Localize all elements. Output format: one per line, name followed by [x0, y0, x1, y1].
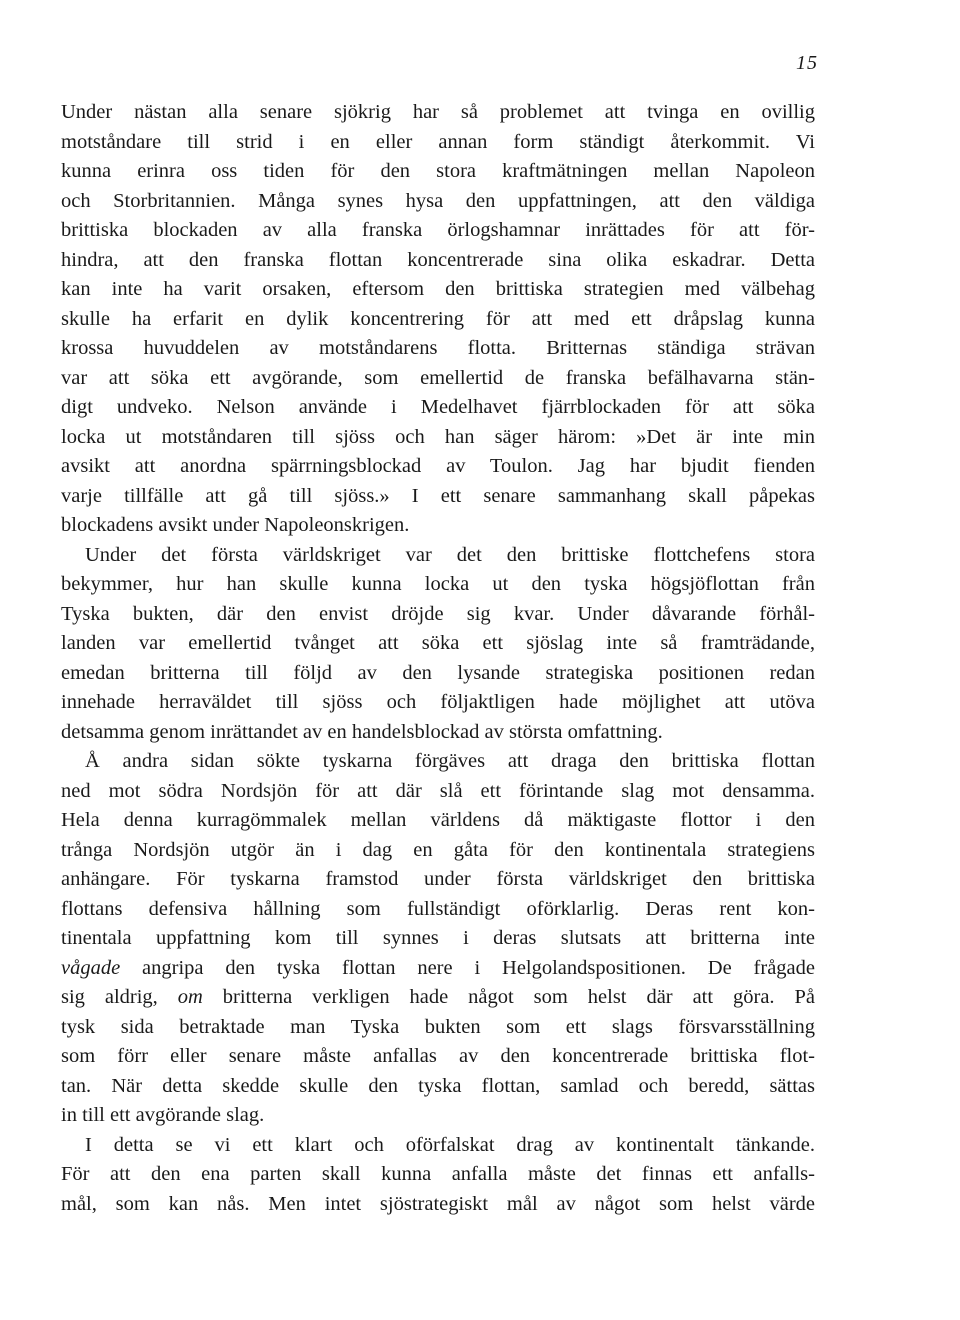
text-line: emedan britterna till följd av den lysande strategiska positionen redan: [61, 661, 815, 684]
text-line: in till ett avgörande slag.: [61, 1104, 265, 1126]
text-line: Under nästan alla senare sjökrig har så problemet att tvinga en ovillig: [61, 101, 815, 123]
text-line: För att den ena parten skall kunna anfalla måste det finnas ett anfalls-: [61, 1163, 815, 1185]
text-line: locka ut motståndaren till sjöss och han säger härom: »Det är inte min: [61, 425, 815, 448]
emphasized-word: om: [177, 986, 203, 1008]
text-segment: sig aldrig,: [61, 986, 178, 1008]
text-line: och Storbritannien. Många synes hysa den uppfattningen, att den väldiga: [61, 189, 815, 212]
text-line: motståndare till strid i en eller annan form ständigt återkommit. Vi: [61, 130, 815, 153]
text-line: hindra, att den franska flottan koncentrerade sina olika eskadrar. Detta: [61, 248, 815, 271]
text-line: ned mot södra Nordsjön för att där slå ett förintande slag mot densamma.: [61, 779, 815, 802]
text-line: var att söka ett avgörande, som emellertid de franska befälhavarna stän-: [61, 366, 815, 389]
text-line: [61, 954, 815, 984]
text-line: Tyska bukten, där den envist dröjde sig kvar. Under dåvarande förhål-: [61, 602, 815, 625]
text-line: blockadens avsikt under Napoleonskrigen.: [61, 514, 410, 536]
text-line: kunna erinra oss tiden för den stora kraftmätningen mellan Napoleon: [61, 160, 815, 182]
page-number: 15: [796, 52, 818, 74]
text-line: tinentala uppfattning kom till synnes i deras slutsats att britterna inte: [61, 927, 815, 949]
text-line: innehade herraväldet till sjöss och följaktligen hade möjlighet att utöva: [61, 691, 815, 713]
text-line: digt undveko. Nelson använde i Medelhavet fjärrblockaden för att söka: [61, 396, 815, 418]
text-line: avsikt att anordna spärrningsblockad av Toulon. Jag har bjudit fienden: [61, 455, 815, 477]
body-text: [61, 98, 815, 1219]
text-line: skulle ha erfarit en dylik koncentrering för att med ett dråpslag kunna: [61, 307, 815, 330]
text-line: tysk sida betraktade man Tyska bukten som ett slags försvarsställning: [61, 1015, 815, 1038]
text-line: tan. När detta skedde skulle den tyska flottan, samlad och beredd, sättas: [61, 1074, 815, 1097]
text-line: som förr eller senare måste anfallas av den koncentrerade brittiska flot-: [61, 1045, 815, 1067]
emphasized-word: vågade: [61, 956, 121, 979]
text-line: Under det första världskriget var det den brittiske flottchefens stora: [85, 543, 815, 566]
text-line: landen var emellertid tvånget att söka ett sjöslag inte så framträdande,: [61, 632, 815, 654]
text-line: [61, 983, 815, 1013]
text-line: bekymmer, hur han skulle kunna locka ut den tyska högsjöflottan från: [61, 573, 815, 595]
text-line: flottans defensiva hållning som fullständigt oförklarlig. Deras rent kon-: [61, 897, 815, 920]
text-line: Å andra sidan sökte tyskarna förgäves att draga den brittiska flottan: [85, 750, 815, 772]
text-line: detsamma genom inrättandet av en handelsblockad av största omfattning.: [61, 720, 663, 743]
text-line: trånga Nordsjön utgör än i dag en gåta för den kontinentala strategiens: [61, 838, 815, 861]
text-line: I detta se vi ett klart och oförfalskat drag av kontinentalt tänkande.: [85, 1133, 815, 1156]
text-segment: britterna verkligen hade något som helst där att göra. På: [202, 986, 815, 1008]
text-segment: angripa den tyska flottan nere i Helgolandspositionen. De frågade: [120, 956, 815, 979]
text-line: Hela denna kurragömmalek mellan världens då mäktigaste flottor i den: [61, 809, 815, 831]
text-line: brittiska blockaden av alla franska örlogshamnar inrättades för att för-: [61, 219, 815, 241]
text-line: anhängare. För tyskarna framstod under första världskriget den brittiska: [61, 868, 815, 890]
text-line: krossa huvuddelen av motståndarens flotta. Britternas ständiga strävan: [61, 337, 815, 359]
text-line: kan inte ha varit orsaken, eftersom den brittiska strategien med välbehag: [61, 278, 815, 300]
text-line: varje tillfälle att gå till sjöss.» I ett senare sammanhang skall påpekas: [61, 484, 815, 507]
text-line: mål, som kan nås. Men intet sjöstrategiskt mål av något som helst värde: [61, 1192, 815, 1215]
